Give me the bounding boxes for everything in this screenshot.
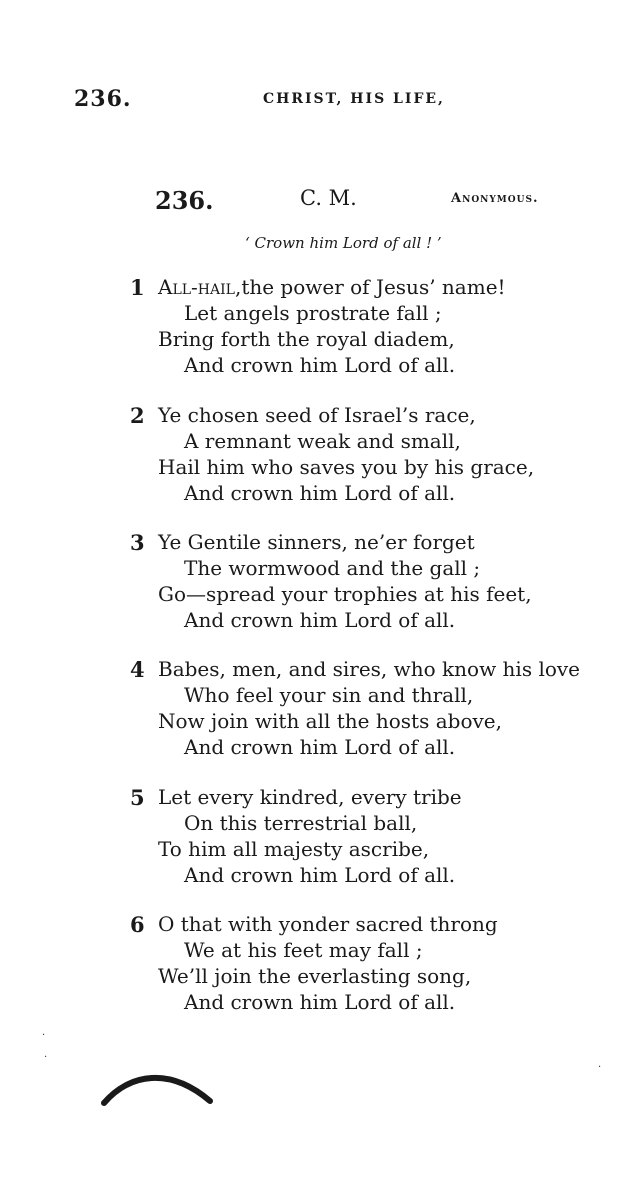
stanza-line: And crown him Lord of all. (184, 608, 456, 632)
first-line-rest: the power of Jesus’ name! (241, 275, 506, 299)
stanza-line: A remnant weak and small, (184, 429, 461, 453)
verse-number: 4 (130, 657, 145, 682)
stanza-line: We’ll join the everlasting song, (158, 964, 472, 988)
stanza-line: And crown him Lord of all. (184, 735, 456, 759)
hymn-author: Anonymous. (451, 191, 539, 206)
stanza-line: Let angels prostrate fall ; (184, 301, 442, 325)
arc-ornament (100, 1063, 215, 1108)
verse-number: 6 (130, 912, 145, 937)
stanza-line: On this terrestrial ball, (184, 811, 418, 835)
stanza-line: We at his feet may fall ; (184, 938, 423, 962)
first-word-smallcaps: All-hail, (158, 275, 242, 299)
stanza-line: The wormwood and the gall ; (184, 556, 481, 580)
verse-number: 2 (130, 403, 145, 428)
stanza-line: And crown him Lord of all. (184, 481, 456, 505)
running-head: CHRIST, HIS LIFE, (263, 91, 445, 107)
verse-number: 3 (130, 530, 145, 555)
stanza-line: And crown him Lord of all. (184, 353, 456, 377)
stanza-line: O that with yonder sacred throng (158, 912, 498, 936)
stanza-line: To him all majesty ascribe, (158, 837, 430, 861)
hymn-epigraph: ‘ Crown him Lord of all ! ’ (245, 234, 442, 252)
stanza-line: And crown him Lord of all. (184, 990, 456, 1014)
print-speck: · (44, 1052, 48, 1063)
stanza-line: Let every kindred, every tribe (158, 785, 462, 809)
hymn-meter: C. M. (300, 186, 357, 210)
verse-number: 5 (130, 785, 145, 810)
stanza-line: Babes, men, and sires, who know his love (158, 657, 581, 681)
stanza-line: And crown him Lord of all. (184, 863, 456, 887)
stanza-line: Ye chosen seed of Israel’s race, (158, 403, 476, 427)
stanza-line: Now join with all the hosts above, (158, 709, 502, 733)
verse-number: 1 (130, 275, 145, 300)
stanza-line: Ye Gentile sinners, ne’er forget (158, 530, 475, 554)
stanza-line (158, 275, 506, 299)
stanza-line: Hail him who saves you by his grace, (158, 455, 535, 479)
hymn-number: 236. (155, 186, 214, 215)
stanza-line: Who feel your sin and thrall, (184, 683, 474, 707)
page-number: 236. (74, 86, 132, 112)
stanza-line: Go—spread your trophies at his feet, (158, 582, 532, 606)
stanza-line: Bring forth the royal diadem, (158, 327, 455, 351)
print-speck: · (598, 1062, 602, 1073)
print-speck: · (42, 1030, 46, 1041)
